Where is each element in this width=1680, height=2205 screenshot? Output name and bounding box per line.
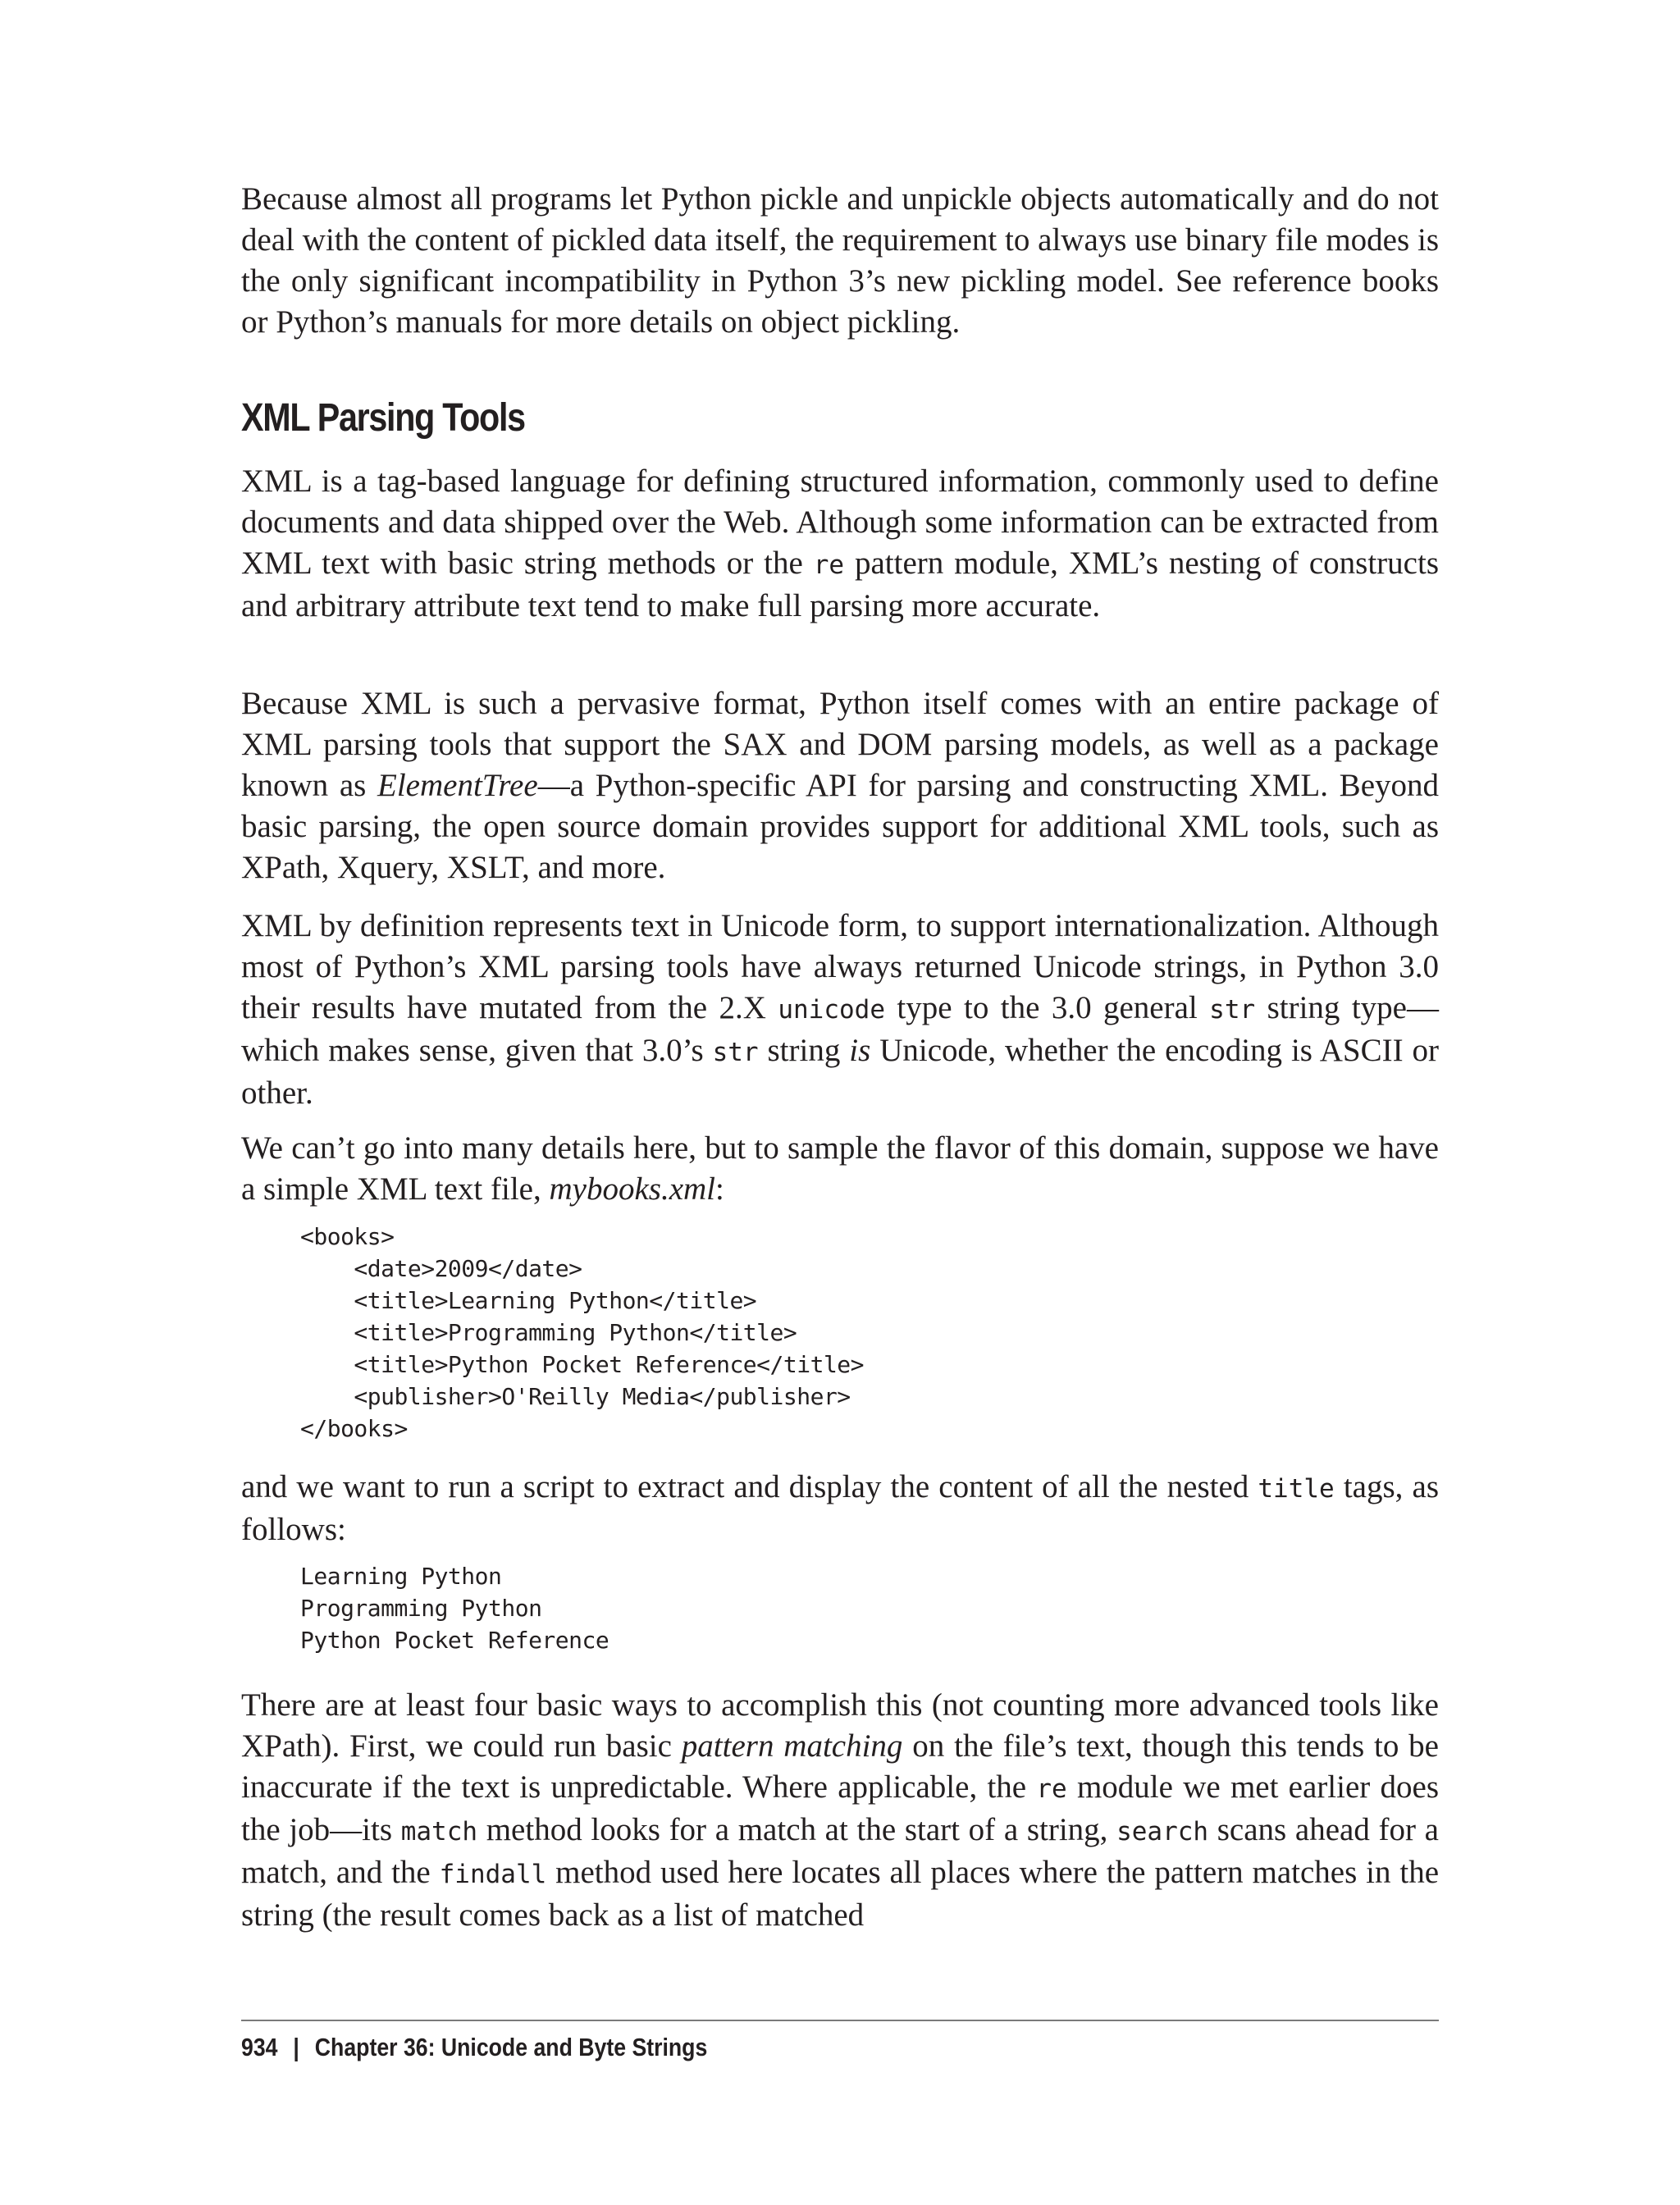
paragraph-xml-unicode: [241, 906, 1439, 1114]
intro-text: Because almost all programs let Python pickle and unpickle objects automatically and do not deal with the content of pickled data itself, the requirement to always use binary file modes is the only significant incompatibility in Python 3’s new pickling model. See reference books or Python’s manuals for more details on object pickling.: [241, 181, 1439, 340]
emphasis-text: ElementTree: [377, 768, 538, 803]
inline-code: search: [1116, 1817, 1209, 1847]
emphasis-text: is: [849, 1033, 871, 1068]
paragraph-text: XML is a tag-based language for defining structured information, commonly used to define documents and data shipped over the Web. Although some information can be extracted from XML text with basic string methods or the: [241, 463, 1439, 581]
paragraph-text: string: [758, 1033, 850, 1068]
inline-code: str: [712, 1038, 759, 1067]
paragraph-text: :: [715, 1171, 724, 1207]
paragraph-text: scans ahead for a match, and the: [241, 1812, 1439, 1890]
book-page: [241, 0, 1439, 2205]
paragraph-xml-intro: [241, 461, 1439, 627]
code-line: <title>Learning Python</title>: [300, 1287, 757, 1314]
section-heading: XML Parsing Tools: [241, 396, 525, 440]
paragraph-text: type to the 3.0 general: [885, 990, 1210, 1025]
paragraph-text: method looks for a match at the start of a string,: [477, 1812, 1117, 1847]
code-line: Programming Python: [300, 1595, 542, 1622]
output-code-block: [300, 1560, 609, 1656]
footer-divider: [241, 2020, 1439, 2021]
paragraph-text: —a Python-specific API for parsing and constructing XML. Beyond basic parsing, the open source domain provides support for additional XML tools, such as XPath, Xquery, XSLT, and more.: [241, 768, 1440, 885]
paragraph-text: and we want to run a script to extract and display the content of all the nested: [241, 1469, 1258, 1504]
code-line: <title>Python Pocket Reference</title>: [300, 1351, 865, 1378]
intro-paragraph: [241, 179, 1439, 343]
code-line: <date>2009</date>: [300, 1255, 582, 1282]
emphasis-text: pattern matching: [681, 1728, 903, 1764]
page-number: 934: [241, 2033, 278, 2061]
paragraph-text: module we met earlier does the job—its: [241, 1769, 1440, 1847]
inline-code: findall: [439, 1860, 547, 1889]
paragraph-extract-titles: [241, 1467, 1439, 1550]
emphasis-text: mybooks.xml: [549, 1171, 716, 1207]
footer-separator: |: [293, 2033, 299, 2061]
paragraph-text: on the file’s text, though this tends to be inaccurate if the text is unpredictable. Where applicable, the: [241, 1728, 1439, 1805]
page-footer: [241, 2031, 707, 2064]
paragraph-text: XML by definition represents text in Unicode form, to support internationalization. Although most of Python’s XML parsing tools have always returned Unicode strings, in Python 3.0 their results have mutated from the 2.X: [241, 908, 1439, 1025]
inline-code: unicode: [778, 995, 886, 1025]
code-line: <title>Programming Python</title>: [300, 1319, 797, 1346]
inline-code: match: [400, 1817, 478, 1847]
paragraph-text: We can’t go into many details here, but to sample the flavor of this domain, suppose we have a simple XML text file,: [241, 1130, 1439, 1207]
code-line: </books>: [300, 1415, 408, 1442]
inline-code: str: [1209, 995, 1256, 1025]
code-line: Python Pocket Reference: [300, 1627, 609, 1654]
paragraph-text: string type—which makes sense, given that 3.0’s: [241, 990, 1439, 1068]
paragraph-text: method used here locates all places where the pattern matches in the string (the result comes back as a list of matched: [241, 1855, 1440, 1933]
code-line: <books>: [300, 1223, 395, 1250]
paragraph-parsing-approaches: [241, 1685, 1439, 1936]
paragraph-xml-tools: [241, 683, 1439, 888]
paragraph-sample-file: [241, 1128, 1439, 1210]
inline-code: re: [813, 550, 845, 580]
xml-code-block: [300, 1221, 864, 1445]
inline-code: title: [1258, 1474, 1335, 1504]
inline-code: re: [1036, 1774, 1067, 1804]
paragraph-text: tags, as follows:: [241, 1469, 1440, 1547]
code-line: <publisher>O'Reilly Media</publisher>: [300, 1383, 851, 1410]
paragraph-text: Unicode, whether the encoding is ASCII or other.: [241, 1033, 1439, 1111]
paragraph-text: pattern module, XML’s nesting of constructs and arbitrary attribute text tend to make full parsing more accurate.: [241, 546, 1439, 623]
paragraph-text: There are at least four basic ways to accomplish this (not counting more advanced tools like XPath). First, we could run basic: [241, 1687, 1439, 1764]
paragraph-text: Because XML is such a pervasive format, Python itself comes with an entire package of XML parsing tools that support the SAX and DOM parsing models, as well as a package known as: [241, 686, 1439, 803]
code-line: Learning Python: [300, 1563, 502, 1590]
chapter-title: Chapter 36: Unicode and Byte Strings: [314, 2033, 708, 2061]
